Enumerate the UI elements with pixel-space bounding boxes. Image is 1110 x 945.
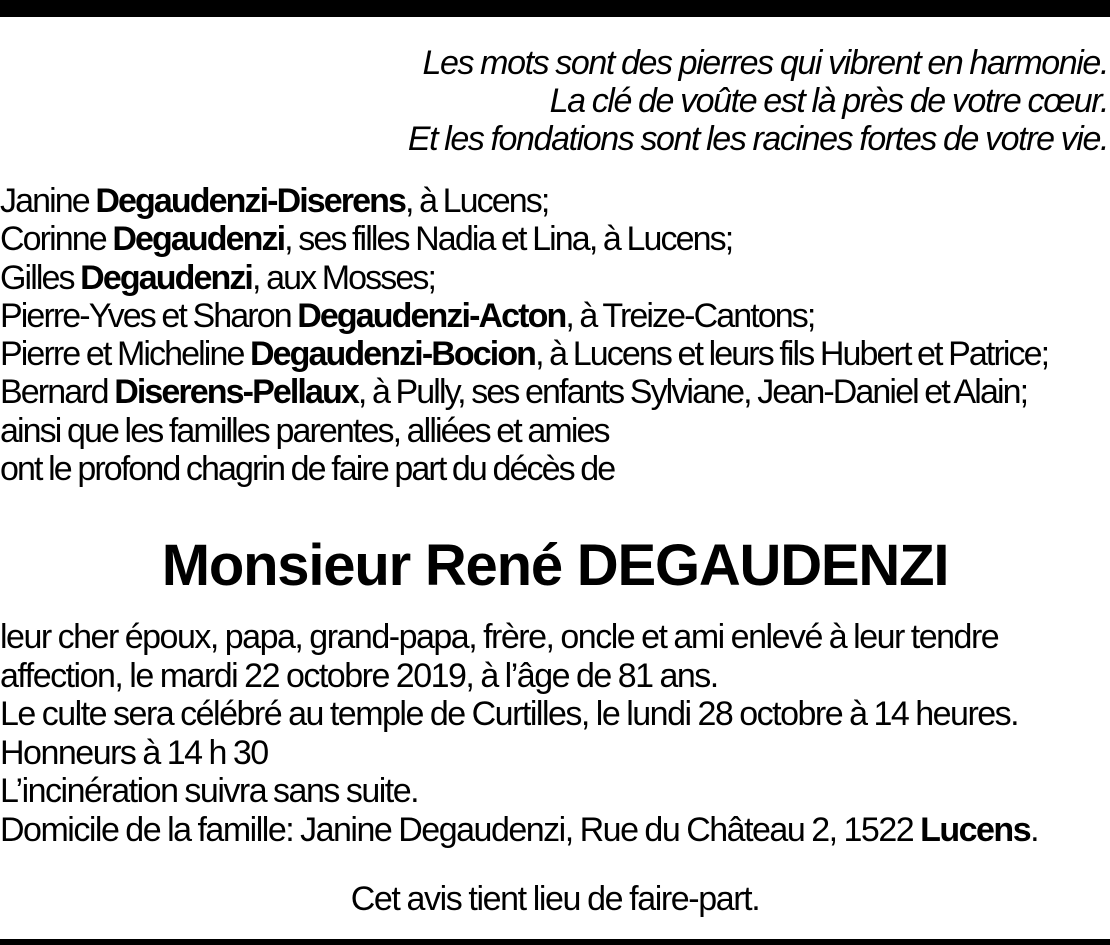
- closing-note: Cet avis tient lieu de faire-part.: [350, 880, 760, 918]
- domicile-line: [0, 811, 1110, 850]
- details-line: affection, le mardi 22 octobre 2019, à l’âge de 81 ans.: [0, 656, 718, 695]
- top-rule: [0, 0, 1110, 17]
- verse-line: La clé de voûte est là près de votre cœur.: [549, 82, 1108, 120]
- family-location: , à Lucens;: [405, 182, 549, 220]
- domicile-address: Domicile de la famille: Janine Degaudenzi, Rue du Château 2, 1522: [0, 810, 921, 849]
- family-extra-line: ont le profond chagrin de faire part du décès de: [0, 450, 615, 489]
- family-first-names: Pierre-Yves et Sharon: [0, 296, 298, 335]
- deceased-name: Monsieur René DEGAUDENZI: [161, 533, 949, 598]
- family-surname: Degaudenzi-Diserens: [95, 182, 406, 220]
- family-line: [0, 220, 1110, 258]
- family-first-names: Pierre et Micheline: [0, 335, 251, 374]
- family-surname: Degaudenzi: [80, 258, 252, 297]
- family-surname: Diserens-Pellaux: [114, 373, 358, 412]
- verse-line: Et les fondations sont les racines fortes de votre vie.: [407, 120, 1108, 158]
- family-location: , à Treize-Cantons;: [565, 296, 815, 335]
- details-line: L’incinération suivra sans suite.: [0, 772, 419, 810]
- family-line: [0, 297, 1110, 335]
- family-line: [0, 335, 1110, 373]
- family-first-names: Bernard: [0, 373, 115, 412]
- family-surname: Degaudenzi-Acton: [297, 296, 566, 335]
- family-first-names: Janine: [0, 182, 96, 220]
- family-location: , à Pully, ses enfants Sylviane, Jean-Daniel et Alain;: [357, 373, 1028, 412]
- family-extra-line: ainsi que les familles parentes, alliées et amies: [0, 411, 609, 450]
- family-line: [0, 182, 1110, 220]
- family-surname: Degaudenzi: [112, 220, 285, 259]
- family-first-names: Corinne: [0, 220, 113, 259]
- details-line: Le culte sera célébré au temple de Curtilles, le lundi 28 octobre à 14 heures.: [0, 695, 1019, 733]
- domicile-town: Lucens: [920, 810, 1031, 849]
- epigraph-verse: [0, 44, 1108, 158]
- details-line: leur cher époux, papa, grand-papa, frère, oncle et ami enlevé à leur tendre: [0, 618, 999, 656]
- notice-details: [0, 618, 1110, 849]
- bottom-rule: [0, 939, 1110, 945]
- family-list: [0, 182, 1110, 488]
- family-location: , ses filles Nadia et Lina, à Lucens;: [284, 220, 733, 259]
- family-surname: Degaudenzi-Bocion: [250, 335, 536, 374]
- details-line: Honneurs à 14 h 30: [0, 733, 268, 772]
- family-line: [0, 259, 1110, 297]
- family-line: [0, 373, 1110, 411]
- family-location: , à Lucens et leurs fils Hubert et Patrice;: [535, 335, 1049, 374]
- family-location: , aux Mosses;: [251, 258, 436, 297]
- family-first-names: Gilles: [0, 258, 81, 297]
- verse-line: Les mots sont des pierres qui vibrent en harmonie.: [422, 44, 1108, 82]
- domicile-period: .: [1030, 810, 1039, 849]
